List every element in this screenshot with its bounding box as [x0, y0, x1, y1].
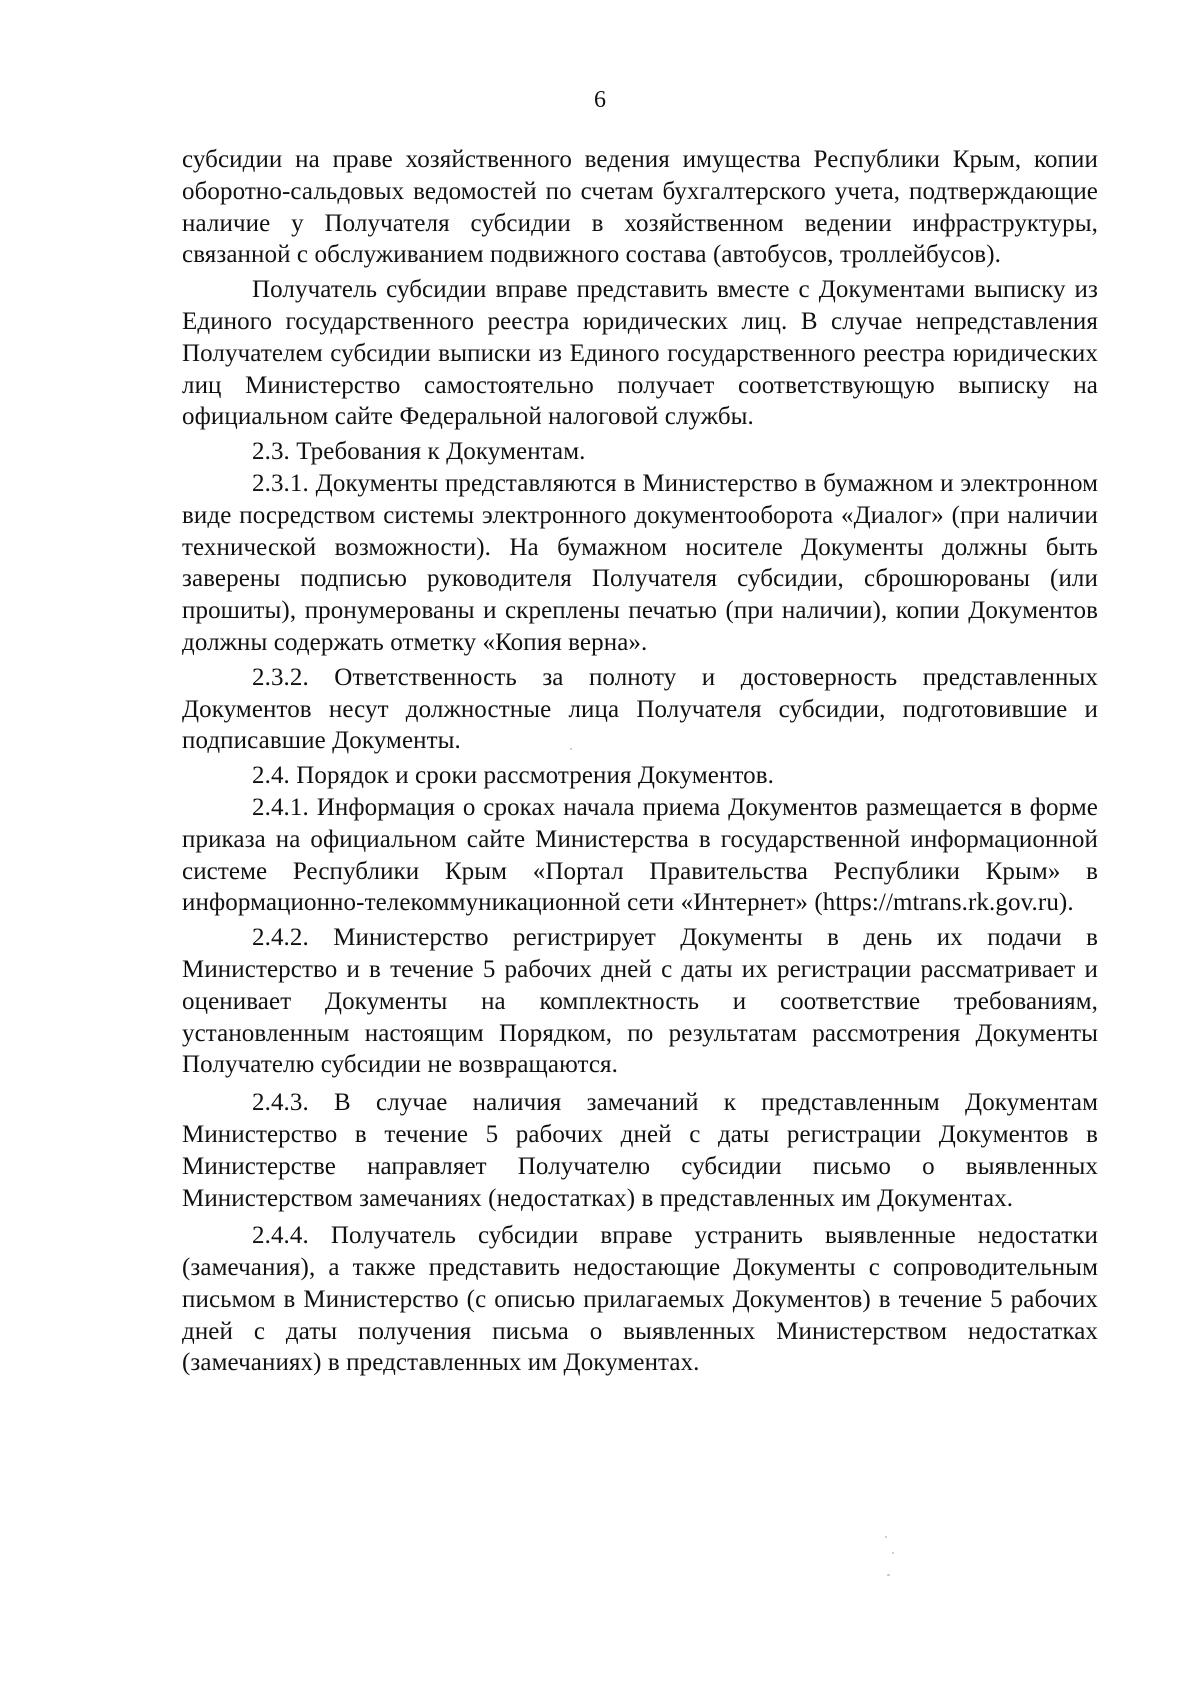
paragraph-2-4-1: 2.4.1. Информация о сроках начала приема Документов размещается в форме приказа на официальном сайте Министерства в государственной информационной системе Республики Крым «Портал Правительства Республики Крым» в информационно-телекоммуникационной сети «Интернет» (https://mtrans.rk.gov.ru). — [182, 793, 1098, 917]
paragraph-2-4-2: 2.4.2. Министерство регистрирует Документы в день их подачи в Министерство и в течение 5 рабочих дней с даты их регистрации рассматривает и оценивает Документы на комплектность и соответствие требованиям, установленным настоящим Порядком, по результатам рассмотрения Документы Получателю субсидии не возвращаются. — [182, 924, 1098, 1079]
page-number: 6 — [594, 87, 606, 113]
paragraph-2-3-2: 2.3.2. Ответственность за полноту и достоверность представленных Документов несут должностные лица Получателя субсидии, подготовившие и подписавшие Документы. — [182, 663, 1098, 755]
paragraph-recipient-extract: Получатель субсидии вправе представить вместе с Документами выписку из Единого государственного реестра юридических лиц. В случае непредставления Получателем субсидии выписки из Единого государственного реестра юридических лиц Министерство самостоятельно получает соответствующую выписку на официальном сайте Федеральной налоговой службы. — [182, 276, 1098, 431]
section-2-4-heading: 2.4. Порядок и сроки рассмотрения Документов. — [252, 762, 774, 790]
paragraph-continued-subsidy-property: субсидии на праве хозяйственного ведения имущества Республики Крым, копии оборотно-сальдовых ведомостей по счетам бухгалтерского учета, подтверждающие наличие у Получателя субсидии в хозяйственном ведении инфраструктуры, связанной с обслуживанием подвижного состава (автобусов, троллейбусов). — [182, 146, 1098, 269]
scan-speck — [570, 748, 572, 750]
scan-speck — [892, 1552, 894, 1554]
scan-speck — [887, 1574, 890, 1576]
section-2-3-heading: 2.3. Требования к Документам. — [252, 438, 586, 466]
paragraph-2-4-4: 2.4.4. Получатель субсидии вправе устранить выявленные недостатки (замечания), а также представить недостающие Документы с сопроводительным письмом в Министерство (с описью прилагаемых Документов) в течение 5 рабочих дней с даты получения письма о выявленных Министерством недостатках (замечаниях) в представленных им Документах. — [182, 1222, 1098, 1377]
scan-speck — [885, 1536, 887, 1538]
paragraph-2-3-1: 2.3.1. Документы представляются в Министерство в бумажном и электронном виде посредством системы электронного документооборота «Диалог» (при наличии технической возможности). На бумажном носителе Документы должны быть заверены подписью руководителя Получателя субсидии, сброшюрованы (или прошиты), пронумерованы и скреплены печатью (при наличии), копии Документов должны содержать отметку «Копия верна». — [182, 469, 1098, 656]
document-body — [182, 144, 1098, 1379]
paragraph-2-4-3: 2.4.3. В случае наличия замечаний к представленным Документам Министерство в течение 5 рабочих дней с даты регистрации Документов в Министерстве направляет Получателю субсидии письмо о выявленных Министерством замечаниях (недостатках) в представленных им Документах. — [182, 1089, 1098, 1212]
